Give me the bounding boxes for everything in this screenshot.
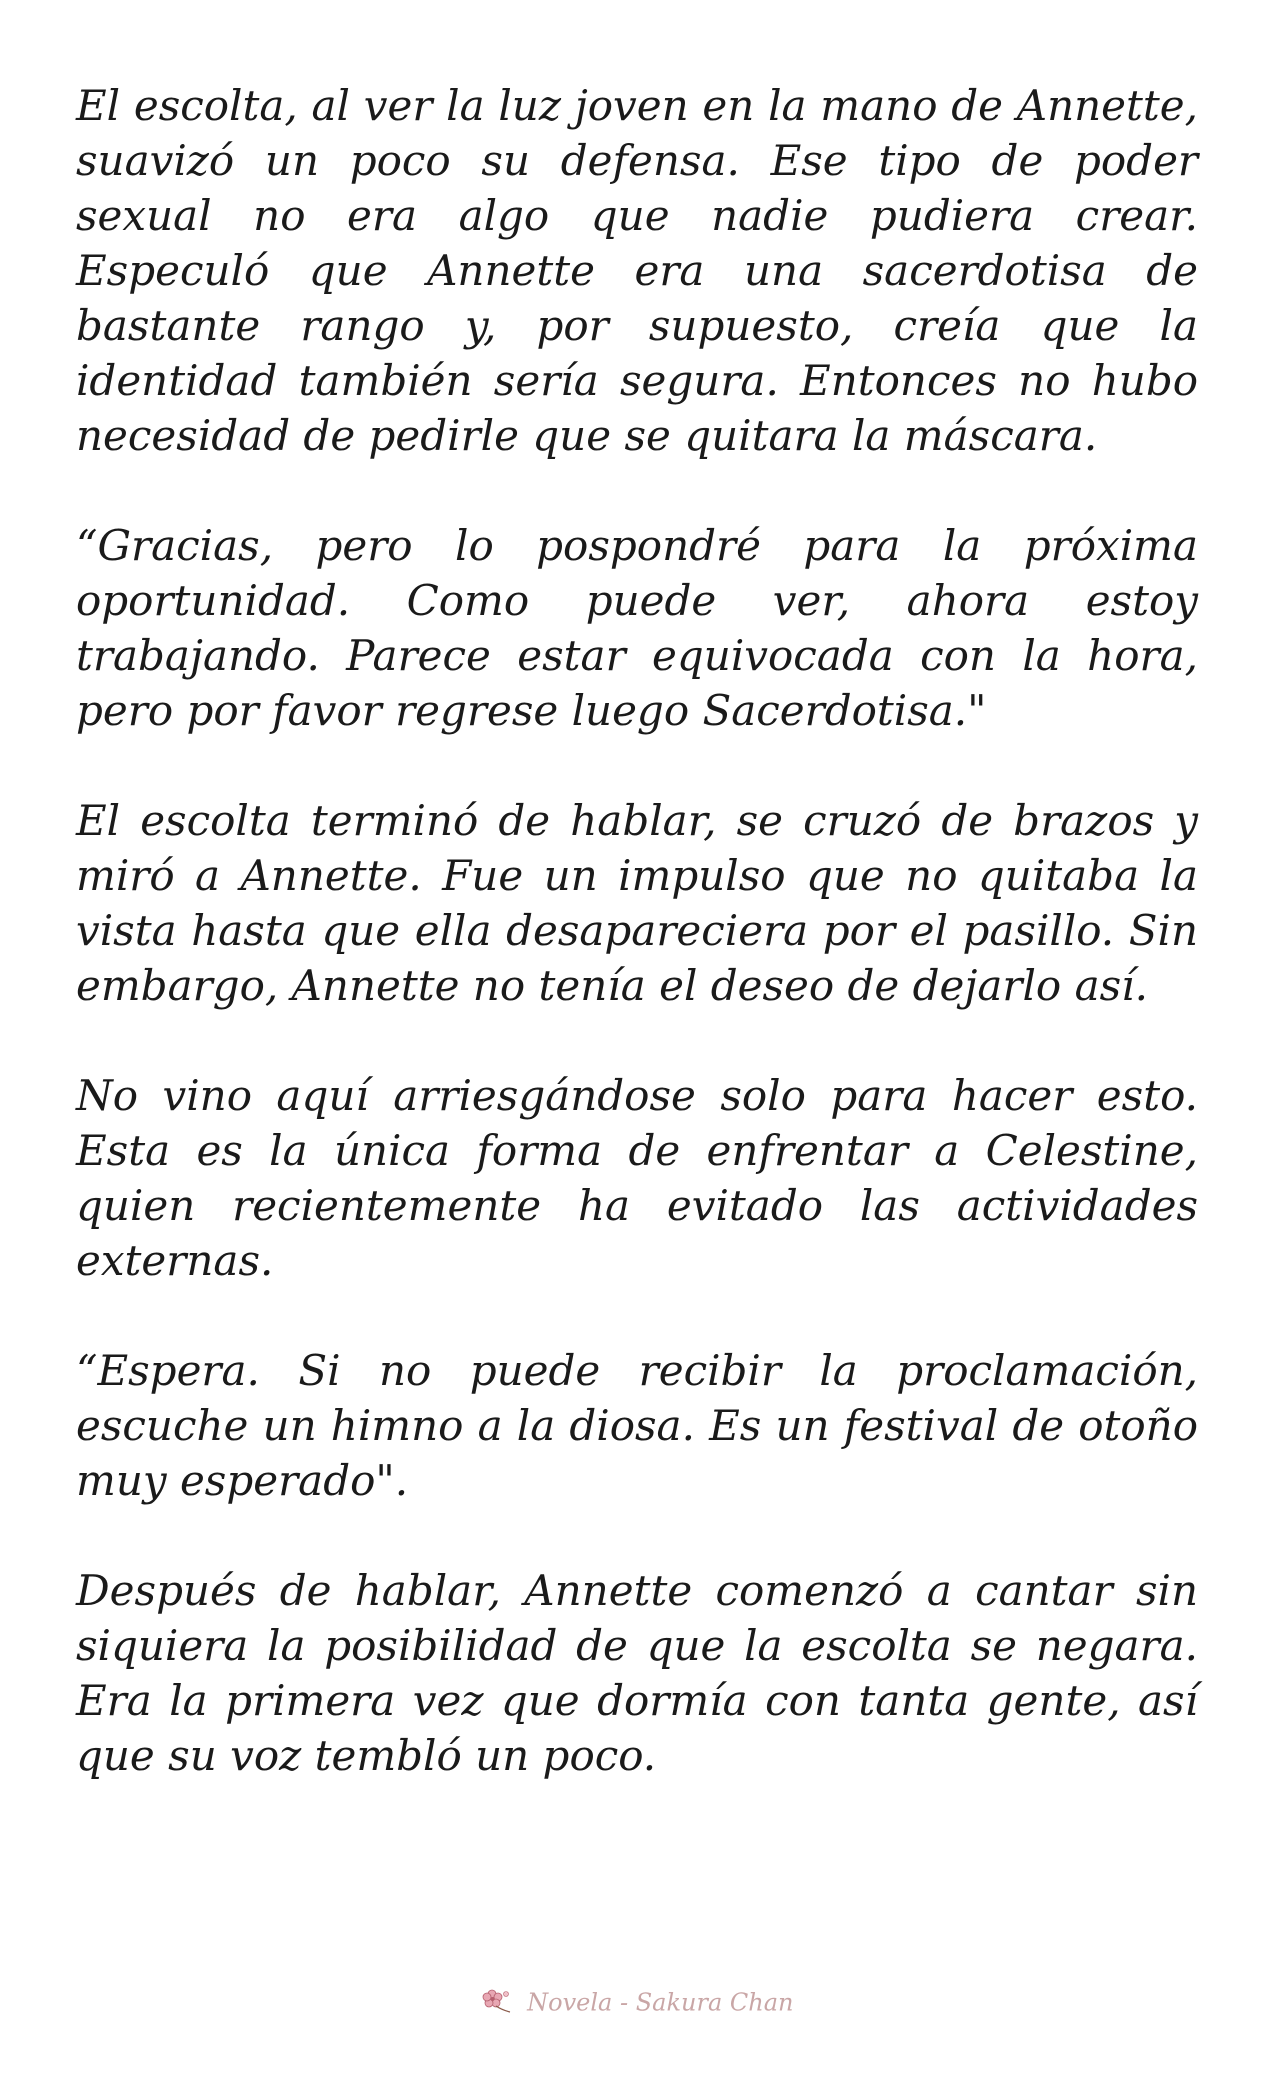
paragraph-4: No vino aquí arriesgándose solo para hacer esto. Esta es la única forma de enfrentar a Celestine, quien recientemente ha evitado las actividades externas. [76, 1071, 1198, 1285]
paragraph-6: Después de hablar, Annette comenzó a cantar sin siquiera la posibilidad de que la escolta se negara. Era la primera vez que dormía con tanta gente, así que su voz tembló un poco. [76, 1566, 1198, 1780]
document-body [76, 78, 1198, 1838]
paragraph-3: El escolta terminó de hablar, se cruzó de brazos y miró a Annette. Fue un impulso que no quitaba la vista hasta que ella desapareciera por el pasillo. Sin embargo, Annette no tenía el deseo de dejarlo así. [76, 796, 1198, 1010]
paragraph-2: “Gracias, pero lo pospondré para la próxima oportunidad. Como puede ver, ahora estoy trabajando. Parece estar equivocada con la hora, pero por favor regrese luego Sacerdotisa." [76, 521, 1198, 735]
watermark-text: Novela - Sakura Chan [527, 1988, 794, 2017]
sakura-flower-icon [482, 1988, 512, 2020]
watermark-footer [0, 1988, 1275, 2020]
paragraph-1: El escolta, al ver la luz joven en la mano de Annette, suavizó un poco su defensa. Ese tipo de poder sexual no era algo que nadie pudiera crear. Especuló que Annette era una sacerdotisa de bastante rango y, por supuesto, creía que la identidad también sería segura. Entonces no hubo necesidad de pedirle que se quitara la máscara. [76, 81, 1198, 460]
paragraph-5: “Espera. Si no puede recibir la proclamación, escuche un himno a la diosa. Es un festival de otoño muy esperado". [76, 1346, 1198, 1505]
